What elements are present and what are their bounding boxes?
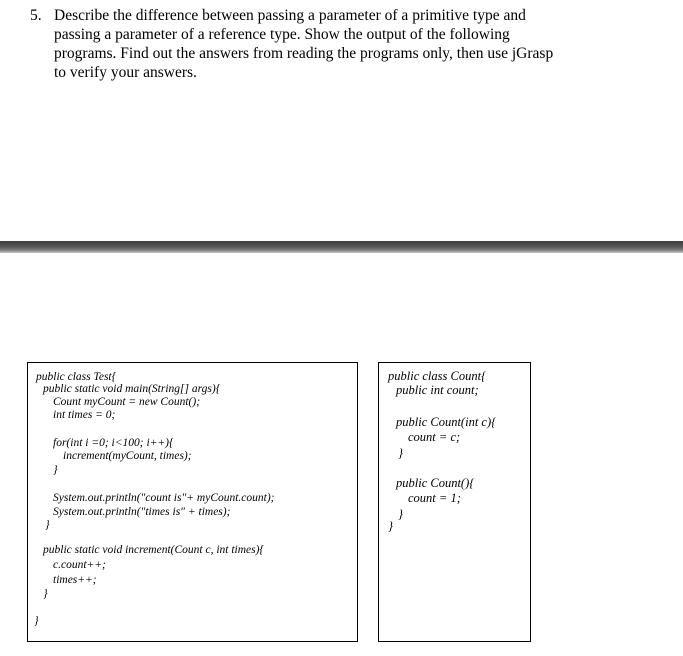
code-line: System.out.println("count is"+ myCount.count); xyxy=(53,492,275,504)
code-line: public class Count{ xyxy=(388,369,487,383)
code-line: } xyxy=(53,464,58,476)
code-line: System.out.println("times is" + times); xyxy=(53,506,231,518)
code-line: int times = 0; xyxy=(53,409,116,421)
code-line: Count myCount = new Count(); xyxy=(53,396,201,408)
count-class-box xyxy=(378,362,531,642)
code-line: times++; xyxy=(53,574,97,586)
code-line: } xyxy=(43,588,48,600)
code-line: count = c; xyxy=(408,430,461,444)
code-line: public class Test{ xyxy=(36,371,117,383)
code-line: } xyxy=(398,507,403,521)
code-line: } xyxy=(388,519,393,533)
question-number: 5. xyxy=(30,7,42,24)
code-line: public Count(int c){ xyxy=(396,415,497,429)
code-line: } xyxy=(398,446,403,460)
code-line: public Count(){ xyxy=(396,476,475,490)
question-block xyxy=(30,6,630,82)
code-line: count = 1; xyxy=(408,491,461,505)
code-line: public static void increment(Count c, int times){ xyxy=(43,544,265,556)
code-line: increment(myCount, times); xyxy=(63,450,192,462)
code-line: } xyxy=(45,519,50,531)
code-line: public static void main(String[] args){ xyxy=(43,383,221,395)
page-divider xyxy=(0,241,683,253)
question-text: Describe the difference between passing a parameter of a primitive type and passing a parameter of a reference type. Show the output of the following programs. Find out the answers from reading the programs only, then use jGrasp to verify your answers. xyxy=(54,7,554,81)
test-program-box xyxy=(27,362,358,642)
code-line: c.count++; xyxy=(53,559,106,571)
code-line: public int count; xyxy=(396,383,479,397)
code-line: } xyxy=(34,615,39,627)
code-line: for(int i =0; i<100; i++){ xyxy=(53,437,174,449)
